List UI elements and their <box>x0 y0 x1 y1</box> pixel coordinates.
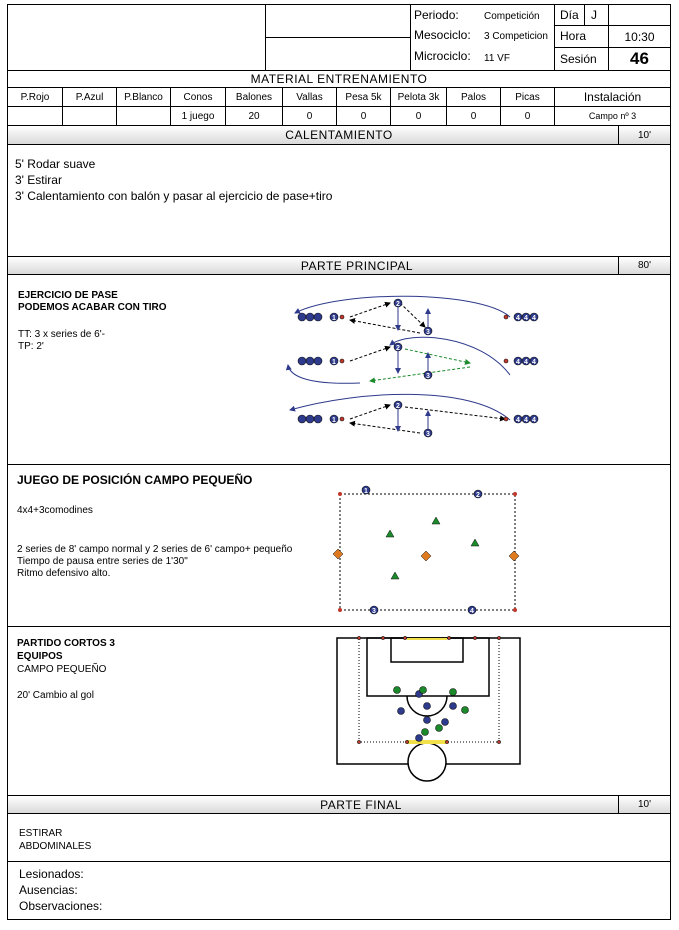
sesion-value: 46 <box>630 49 649 68</box>
material-col-value: 0 <box>446 106 501 126</box>
dia-label: Día <box>560 8 579 22</box>
cone-icon <box>497 740 500 743</box>
green-player-icon <box>386 530 394 537</box>
periodo-value: Competición <box>484 11 540 22</box>
joker-player-icon <box>421 551 431 561</box>
cone-icon <box>473 636 476 639</box>
player-number: 3 <box>426 329 430 336</box>
hora-label: Hora <box>560 29 587 43</box>
instalacion-value: Campo nº 3 <box>554 106 671 126</box>
cone-icon <box>357 636 360 639</box>
material-title <box>7 70 671 88</box>
exercise-2-line-2: 2 series de 8' campo normal y 2 series de 6' campo+ pequeño <box>17 544 293 555</box>
green-player-icon <box>436 725 443 732</box>
player-number: 2 <box>396 345 400 352</box>
mesociclo-label: Mesociclo: <box>414 28 471 42</box>
blue-player-icon <box>298 313 306 321</box>
exercise-1-line-1: TT: 3 x series de 6'- <box>18 329 105 340</box>
player-number: 3 <box>426 431 430 438</box>
material-col-value <box>116 106 171 126</box>
principal-title: PARTE PRINCIPAL <box>300 258 414 273</box>
cone-icon <box>504 315 508 319</box>
green-player-icon <box>450 689 457 696</box>
calentamiento-line-1: 5' Rodar suave <box>15 157 96 171</box>
calentamiento-title: CALENTAMIENTO <box>285 128 393 142</box>
joker-player-icon <box>509 551 519 561</box>
material-title-text: MATERIAL ENTRENAMIENTO <box>250 72 428 86</box>
dia-extra-cell <box>608 4 671 26</box>
player-number: 1 <box>332 315 336 322</box>
microciclo-value: 11 VF <box>484 53 510 64</box>
blue-player-icon <box>398 708 405 715</box>
final-title: PARTE FINAL <box>320 797 402 812</box>
cone-icon <box>445 740 448 743</box>
header-blank-bottom <box>265 37 411 71</box>
material-col-header: Picas <box>500 87 555 107</box>
joker-player-icon <box>333 549 343 559</box>
position-game-diagram <box>330 484 525 619</box>
player-number: 4 <box>470 608 474 615</box>
cone-icon <box>405 740 408 743</box>
final-duration-cell <box>618 795 671 814</box>
player-number: 4 <box>524 359 528 366</box>
player-number: 1 <box>364 488 368 495</box>
final-body <box>7 813 671 862</box>
material-col-value: 20 <box>225 106 283 126</box>
exercise-2-title: JUEGO DE POSICIÓN CAMPO PEQUEÑO <box>17 473 253 487</box>
player-number: 3 <box>426 373 430 380</box>
player-number: 4 <box>532 359 536 366</box>
material-col-header: P.Rojo <box>7 87 63 107</box>
green-player-icon <box>391 572 399 579</box>
small-pitch-diagram <box>335 634 525 784</box>
green-player-icon <box>422 729 429 736</box>
player-number: 4 <box>532 417 536 424</box>
cone-icon <box>504 417 508 421</box>
material-col-value: 0 <box>282 106 337 126</box>
player-number: 3 <box>372 608 376 615</box>
header-logo-box <box>7 4 266 71</box>
microciclo-label: Microciclo: <box>414 49 471 63</box>
player-number: 4 <box>516 359 520 366</box>
blue-player-icon <box>416 735 423 742</box>
material-col-header: Pelota 3k <box>390 87 447 107</box>
player-number: 4 <box>532 315 536 322</box>
exercise-2-line-3: Tiempo de pausa entre series de 1'30" <box>17 556 188 567</box>
blue-player-icon <box>306 313 314 321</box>
blue-player-icon <box>442 719 449 726</box>
exercise-1-line-2: TP: 2' <box>18 341 44 352</box>
player-number: 4 <box>524 417 528 424</box>
ausencias-label: Ausencias: <box>19 883 78 897</box>
green-player-icon <box>432 517 440 524</box>
blue-player-icon <box>314 313 322 321</box>
player-number: 1 <box>332 359 336 366</box>
material-col-header: Palos <box>446 87 501 107</box>
exercise-3-line-2: 20' Cambio al gol <box>17 690 94 701</box>
cone-icon <box>504 359 508 363</box>
material-col-value: 0 <box>336 106 391 126</box>
blue-player-icon <box>298 415 306 423</box>
material-col-value: 0 <box>500 106 555 126</box>
calentamiento-duration-cell <box>618 125 671 145</box>
player-number: 2 <box>396 403 400 410</box>
cone-icon <box>403 636 406 639</box>
cone-icon <box>357 740 360 743</box>
exercise-2-line-1: 4x4+3comodines <box>17 505 93 516</box>
blue-player-icon <box>306 415 314 423</box>
sesion-label: Sesión <box>560 52 597 66</box>
principal-duration: 80' <box>637 260 652 271</box>
calentamiento-duration: 10' <box>637 129 652 141</box>
final-line-1: ESTIRAR <box>19 828 63 839</box>
player-number: 1 <box>332 417 336 424</box>
hora-value-cell <box>608 25 671 48</box>
final-line-2: ABDOMINALES <box>19 841 92 852</box>
material-col-header: Conos <box>170 87 226 107</box>
green-player-icon <box>420 687 427 694</box>
cone-icon <box>447 636 450 639</box>
cone-icon <box>497 636 500 639</box>
header-blank-top <box>265 4 411 38</box>
exercise-2-line-4: Ritmo defensivo alto. <box>17 568 111 579</box>
principal-duration-cell <box>618 256 671 275</box>
material-col-value <box>7 106 63 126</box>
lesionados-label: Lesionados: <box>19 867 84 881</box>
calentamiento-line-2: 3' Estirar <box>15 173 62 187</box>
dia-value: J <box>591 8 597 22</box>
blue-player-icon <box>450 703 457 710</box>
material-col-value: 1 juego <box>170 106 226 126</box>
material-col-value: 0 <box>390 106 447 126</box>
instalacion-header: Instalación <box>554 87 671 107</box>
hora-value: 10:30 <box>624 29 655 44</box>
blue-player-icon <box>424 703 431 710</box>
periodo-label: Periodo: <box>414 8 459 22</box>
cone-icon <box>381 636 384 639</box>
exercise-3-line-1: CAMPO PEQUEÑO <box>17 664 107 675</box>
player-number: 4 <box>516 417 520 424</box>
green-player-icon <box>394 687 401 694</box>
player-number: 2 <box>476 492 480 499</box>
blue-player-icon <box>306 357 314 365</box>
blue-player-icon <box>314 357 322 365</box>
exercise-1-title-1: EJERCICIO DE PASE <box>18 290 118 301</box>
observaciones-label: Observaciones: <box>19 899 103 913</box>
mesociclo-value: 3 Competicion <box>484 31 548 42</box>
cone-icon <box>340 417 344 421</box>
blue-player-icon <box>314 415 322 423</box>
green-player-icon <box>462 707 469 714</box>
material-col-header: Vallas <box>282 87 337 107</box>
material-col-header: P.Blanco <box>116 87 171 107</box>
material-col-header: Balones <box>225 87 283 107</box>
blue-player-icon <box>424 717 431 724</box>
material-col-value <box>62 106 117 126</box>
material-col-header: P.Azul <box>62 87 117 107</box>
player-number: 4 <box>516 315 520 322</box>
player-number: 2 <box>396 301 400 308</box>
pass-exercise-diagram <box>280 285 550 445</box>
material-col-header: Pesa 5k <box>336 87 391 107</box>
blue-player-icon <box>298 357 306 365</box>
exercise-3-title-1: PARTIDO CORTOS 3 <box>17 638 115 649</box>
calentamiento-line-3: 3' Calentamiento con balón y pasar al ejercicio de pase+tiro <box>15 189 333 203</box>
sesion-value-cell <box>608 47 671 71</box>
exercise-3-title-2: EQUIPOS <box>17 651 63 662</box>
cone-icon <box>340 359 344 363</box>
green-player-icon <box>471 539 479 546</box>
player-number: 4 <box>524 315 528 322</box>
final-duration: 10' <box>637 799 652 810</box>
exercise-1-title-2: PODEMOS ACABAR CON TIRO <box>18 302 167 313</box>
footer-box <box>7 861 671 920</box>
cone-icon <box>340 315 344 319</box>
